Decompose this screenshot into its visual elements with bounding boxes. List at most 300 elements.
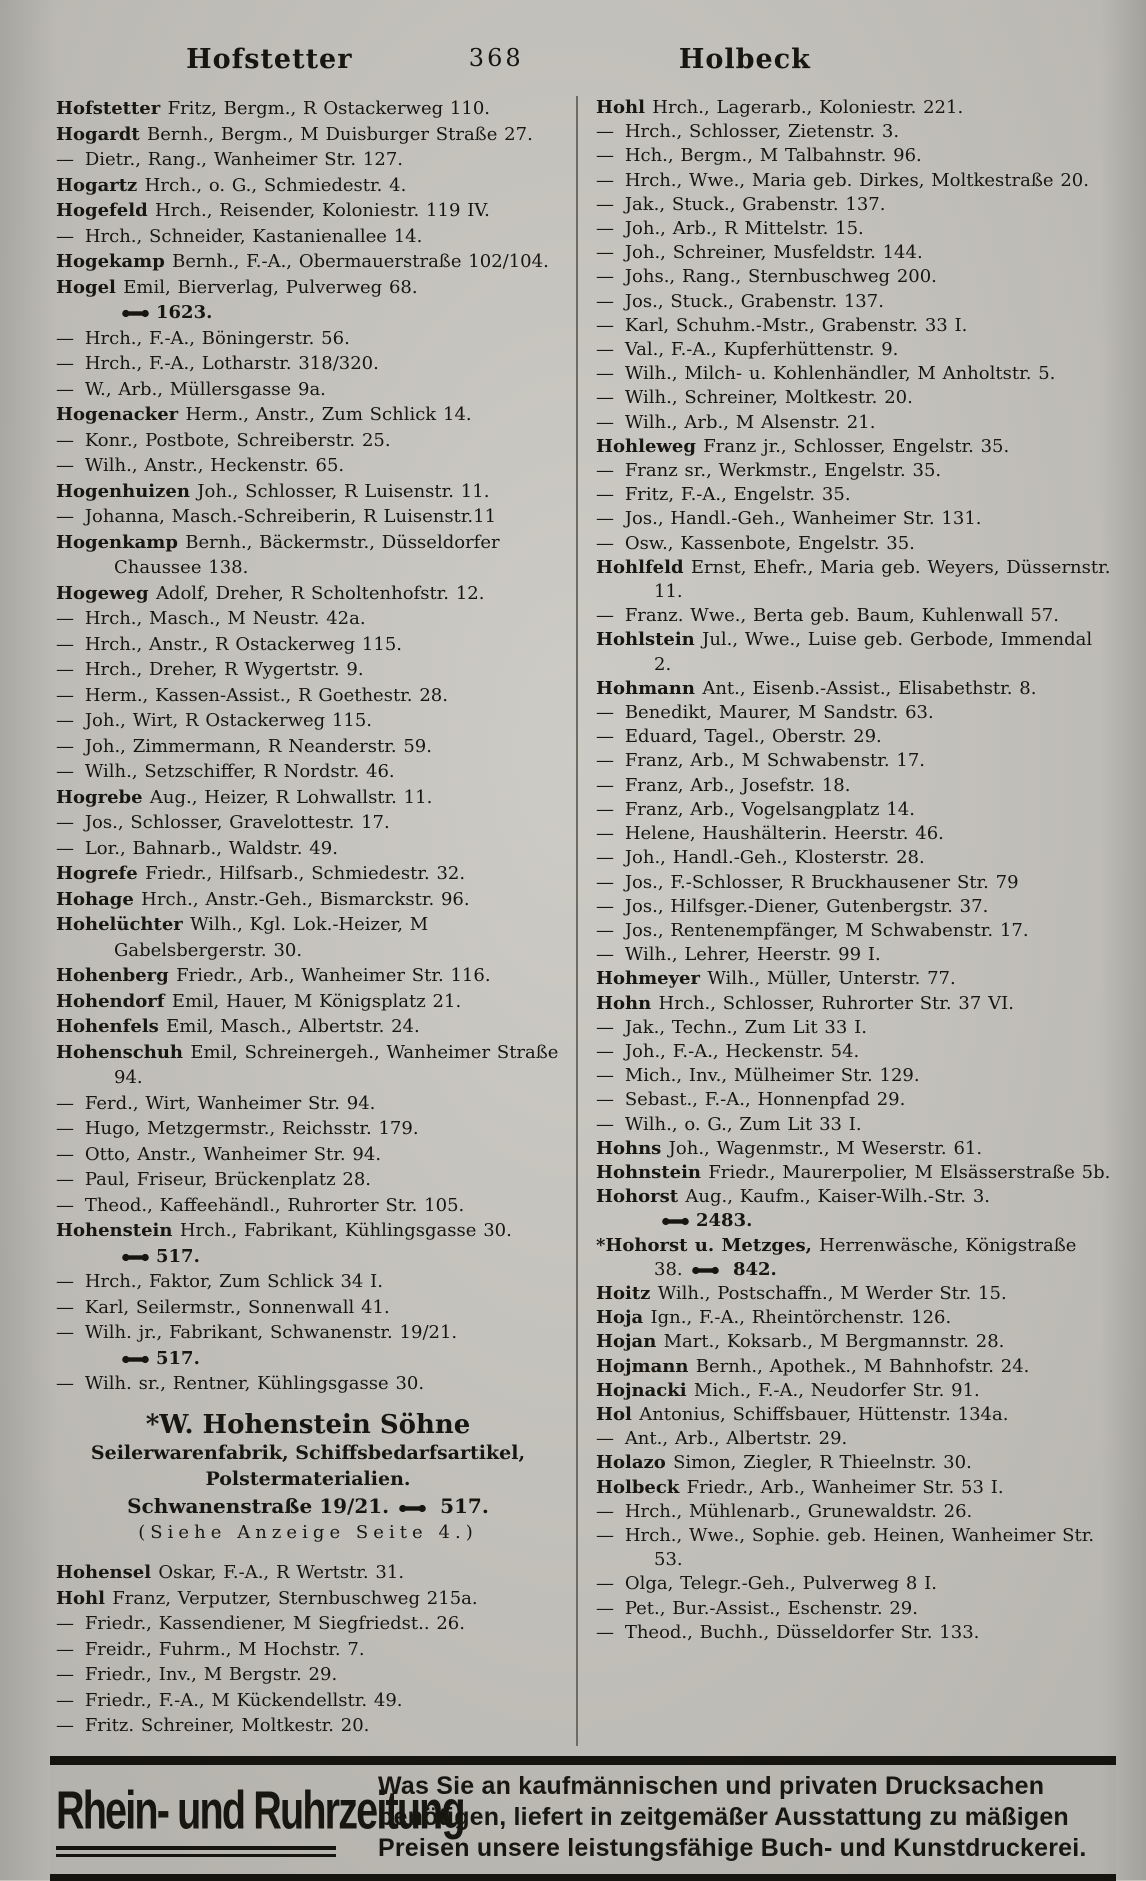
directory-entry	[56, 1295, 560, 1321]
entry-text: Friedr., Inv., M Bergstr. 29.	[84, 1664, 338, 1685]
ditto-dash: —	[56, 1143, 85, 1165]
surname: Hohenberg	[56, 965, 177, 986]
ditto-dash: —	[56, 659, 85, 680]
surname: Hohnstein	[596, 1161, 709, 1183]
ditto-dash: —	[56, 378, 85, 400]
directory-entry	[56, 912, 560, 963]
surname: Holbeck	[596, 1476, 687, 1498]
footer-advert-text: Was Sie an kaufmännischen und privaten Drucksachen benötigen, liefert in zeitgemäßer Ausstattung zu mäßigen Preisen unsere leistungsfähige Buch- und Kunstdruckerei.	[378, 1772, 1087, 1862]
ditto-dash: —	[56, 429, 85, 451]
ditto-dash: —	[596, 1524, 625, 1546]
entry-text: Freidr., Fuhrm., M Hochstr. 7.	[84, 1638, 365, 1660]
ditto-dash: —	[596, 823, 625, 845]
directory-entry	[596, 1282, 1112, 1306]
directory-entry	[596, 1234, 1112, 1282]
entry-text: Ferd., Wirt, Wanheimer Str. 94.	[84, 1092, 376, 1114]
entry-text: Franz sr., Werkmstr., Engelstr. 35.	[624, 460, 942, 482]
entry-text: Friedr., Hilfsarb., Schmiedestr. 32.	[145, 863, 466, 884]
ditto-dash: —	[596, 508, 625, 530]
surname: Hohl	[596, 97, 653, 118]
surname: *Hohorst u. Metzges,	[596, 1234, 820, 1256]
entry-text: Wilh., Schreiner, Moltkestr. 20.	[624, 387, 913, 409]
surname: Hojmann	[596, 1355, 696, 1377]
directory-entry	[56, 657, 560, 683]
entry-text: Aug., Heizer, R Lohwallstr. 11.	[149, 786, 433, 808]
entry-text: Mich., F.-A., Neudorfer Str. 91.	[693, 1379, 980, 1401]
entry-text: Jak., Stuck., Grabenstr. 137.	[624, 193, 886, 215]
ditto-dash: —	[596, 1621, 625, 1643]
ditto-dash: —	[596, 411, 625, 433]
directory-entry	[596, 967, 1112, 991]
directory-entry	[56, 377, 560, 403]
ditto-dash: —	[596, 484, 625, 506]
entry-text: Hch., Bergm., M Talbahnstr. 96.	[624, 145, 922, 167]
ditto-dash: —	[56, 353, 85, 374]
directory-entry	[56, 887, 560, 913]
surname: Hohlstein	[596, 629, 703, 651]
directory-entry	[596, 677, 1112, 701]
entry-text: Hrch., Schlosser, Ruhrorter Str. 37 VI.	[658, 992, 1014, 1014]
surname: Hogefeld	[56, 200, 156, 221]
ditto-dash: —	[596, 266, 625, 288]
directory-entry	[596, 532, 1112, 556]
directory-entry	[56, 224, 560, 250]
phone-number: 842.	[725, 1258, 777, 1280]
entry-text: Franz. Wwe., Berta geb. Baum, Kuhlenwall 57.	[624, 605, 1059, 627]
phone-line	[56, 1346, 560, 1372]
ditto-dash: —	[56, 710, 85, 731]
directory-entry	[596, 1355, 1112, 1379]
entry-text: Franz, Arb., Josefstr. 18.	[624, 774, 851, 796]
directory-entry	[596, 919, 1112, 943]
ditto-dash: —	[596, 218, 625, 240]
running-head-left: Hofstetter	[186, 44, 353, 75]
entry-text: Wilh., o. G., Zum Lit 33 I.	[624, 1113, 862, 1135]
entry-text: Joh., Handl.-Geh., Klosterstr. 28.	[624, 847, 925, 869]
entry-text: Hrch., Wwe., Maria geb. Dirkes, Moltkestraße 20.	[624, 169, 1089, 191]
phone-icon	[399, 1503, 426, 1514]
ditto-dash: —	[596, 242, 625, 264]
directory-entry	[596, 96, 1112, 120]
directory-entry	[56, 708, 560, 734]
entry-text: Jos., Hilfsger.-Diener, Gutenbergstr. 37.	[624, 895, 989, 917]
directory-entry	[596, 314, 1112, 338]
directory-entry	[56, 836, 560, 862]
entry-text: Eduard, Tagel., Oberstr. 29.	[624, 726, 882, 748]
entry-text: Karl, Schuhm.-Mstr., Grabenstr. 33 I.	[624, 314, 968, 336]
directory-entry	[596, 1088, 1112, 1112]
surname: Hogrebe	[56, 786, 150, 808]
entry-text: Hrch., Fabrikant, Kühlingsgasse 30.	[179, 1220, 512, 1241]
entry-text: Karl, Seilermstr., Sonnenwall 41.	[84, 1296, 390, 1318]
footer-brand-box	[56, 1771, 464, 1857]
directory-entry	[56, 606, 560, 632]
directory-entry	[56, 479, 560, 505]
entry-text: Johanna, Masch.-Schreiberin, R Luisenstr.11	[84, 506, 497, 527]
ditto-dash: —	[56, 1322, 85, 1343]
directory-entry	[56, 1371, 560, 1397]
entry-text: Friedr., F.-A., M Kückendellstr. 49.	[84, 1689, 403, 1711]
entry-text: Joh., F.-A., Heckenstr. 54.	[624, 1040, 860, 1062]
directory-entry	[56, 1014, 560, 1040]
directory-entry	[56, 963, 560, 989]
directory-entry	[596, 507, 1112, 531]
ditto-dash: —	[596, 121, 625, 143]
entry-text: Hrch., Schneider, Kastanienallee 14.	[84, 225, 423, 247]
entry-text: Hrch., Dreher, R Wygertstr. 9.	[84, 659, 364, 680]
inline-advert-street: Schwanenstraße 19/21.	[127, 1494, 400, 1518]
directory-entry	[596, 846, 1112, 870]
surname: Hohn	[596, 992, 659, 1014]
directory-entry	[596, 435, 1112, 459]
directory-entry	[56, 1560, 560, 1586]
surname: Hogeweg	[56, 582, 156, 604]
directory-entry	[56, 1142, 560, 1168]
footer-advert	[50, 1756, 1116, 1881]
directory-entry	[56, 1218, 560, 1244]
directory-entry	[596, 290, 1112, 314]
ditto-dash: —	[56, 761, 85, 782]
entry-text: Hrch., Anstr.-Geh., Bismarckstr. 96.	[141, 888, 470, 910]
ditto-dash: —	[56, 1169, 85, 1190]
directory-entry	[596, 386, 1112, 410]
entry-text: Val., F.-A., Kupferhüttenstr. 9.	[624, 339, 899, 361]
directory-entry	[596, 483, 1112, 507]
entry-text: Wilh., Lehrer, Heerstr. 99 I.	[624, 944, 881, 966]
inline-advert-line: Polstermaterialien.	[205, 1468, 411, 1490]
directory-entry	[56, 428, 560, 454]
ditto-dash: —	[56, 1118, 85, 1139]
entry-text: Fritz, Bergm., R Ostackerweg 110.	[167, 98, 491, 119]
directory-entry	[596, 822, 1112, 846]
ditto-dash: —	[56, 633, 85, 655]
directory-entry	[56, 96, 560, 122]
directory-entry	[596, 701, 1112, 725]
directory-entry	[596, 774, 1112, 798]
directory-entry	[56, 402, 560, 428]
ditto-dash: —	[56, 225, 85, 247]
entry-text: Franz jr., Schlosser, Engelstr. 35.	[703, 435, 1010, 457]
entry-text: Ant., Eisenb.-Assist., Elisabethstr. 8.	[702, 677, 1037, 699]
entry-text: Jos., F.-Schlosser, R Bruckhausener Str. 79	[624, 871, 1019, 893]
running-head	[0, 44, 1146, 84]
directory-entry	[596, 1330, 1112, 1354]
ditto-dash: —	[596, 1016, 625, 1038]
ditto-dash: —	[56, 608, 85, 629]
directory-entry	[56, 453, 560, 479]
directory-entry	[596, 1185, 1112, 1209]
ditto-dash: —	[596, 871, 625, 893]
entry-text: Dietr., Rang., Wanheimer Str. 127.	[84, 149, 403, 170]
entry-text: Hrch., Lagerarb., Koloniestr. 221.	[652, 97, 964, 118]
entry-text: Konr., Postbote, Schreiberstr. 25.	[84, 429, 391, 451]
entry-text: Wilh., Arb., M Alsenstr. 21.	[624, 411, 876, 433]
ditto-dash: —	[596, 726, 625, 748]
entry-text: Joh., Schlosser, R Luisenstr. 11.	[197, 480, 490, 502]
directory-entry	[56, 1662, 560, 1688]
entry-text: Antonius, Schiffsbauer, Hüttenstr. 134a.	[639, 1403, 1009, 1425]
directory-entry	[56, 785, 560, 811]
directory-entry	[596, 895, 1112, 919]
ditto-dash: —	[596, 339, 625, 361]
surname: Hohl	[56, 1587, 113, 1609]
entry-text: Hugo, Metzgermstr., Reichsstr. 179.	[84, 1118, 419, 1139]
ditto-dash: —	[596, 363, 625, 385]
directory-entry	[596, 265, 1112, 289]
phone-number: 1623.	[156, 302, 213, 323]
directory-entry	[596, 1306, 1112, 1330]
surname: Hohensel	[56, 1562, 159, 1583]
surname: Hohns	[596, 1137, 669, 1159]
directory-entry	[56, 1637, 560, 1663]
entry-text: Aug., Kaufm., Kaiser-Wilh.-Str. 3.	[685, 1186, 991, 1208]
ditto-dash: —	[56, 1373, 85, 1394]
phone-number: 2483.	[696, 1210, 753, 1232]
ditto-dash: —	[596, 605, 625, 627]
entry-text: Franz, Arb., Vogelsangplatz 14.	[624, 798, 915, 820]
ditto-dash: —	[596, 1597, 625, 1619]
surname: Hogardt	[56, 123, 147, 145]
entry-text: Wilh., Postschaffn., M Werder Str. 15.	[657, 1282, 1007, 1304]
directory-entry	[596, 459, 1112, 483]
phone-icon	[662, 1216, 689, 1227]
surname: Hojan	[596, 1331, 664, 1353]
ditto-dash: —	[56, 1092, 85, 1114]
ditto-dash: —	[596, 944, 625, 966]
directory-entry	[596, 1040, 1112, 1064]
directory-entry	[596, 1524, 1112, 1572]
entry-text: Ign., F.-A., Rheintörchenstr. 126.	[650, 1307, 952, 1329]
entry-text: Sebast., F.-A., Honnenpfad 29.	[624, 1089, 906, 1111]
ditto-dash: —	[596, 1113, 625, 1135]
entry-text: Jos., Schlosser, Gravelottestr. 17.	[84, 812, 390, 833]
surname: Hohendorf	[56, 990, 172, 1012]
directory-entry	[596, 120, 1112, 144]
directory-entry	[596, 1500, 1112, 1524]
directory-entry	[56, 1167, 560, 1193]
directory-entry	[56, 734, 560, 760]
entry-text: Franz, Arb., M Schwabenstr. 17.	[624, 750, 925, 772]
ditto-dash: —	[596, 169, 625, 191]
entry-text: Simon, Ziegler, R Thieelnstr. 30.	[673, 1452, 972, 1474]
directory-entry	[596, 338, 1112, 362]
ditto-dash: —	[56, 1664, 85, 1685]
entry-text: Adolf, Dreher, R Scholtenhofstr. 12.	[155, 582, 485, 604]
entry-text: Hrch., Reisender, Koloniestr. 119 IV.	[155, 200, 490, 221]
directory-entry	[596, 1476, 1112, 1500]
surname: Hohlfeld	[596, 556, 691, 578]
ditto-dash: —	[596, 460, 625, 482]
entry-text: Emil, Bierverlag, Pulverweg 68.	[123, 276, 418, 298]
entry-text: Bernh., Bergm., M Duisburger Straße 27.	[147, 123, 533, 145]
surname: Hofstetter	[56, 98, 168, 119]
ditto-dash: —	[56, 506, 85, 527]
entry-text: Joh., Arb., R Mittelstr. 15.	[624, 218, 864, 240]
directory-entry	[596, 193, 1112, 217]
ditto-dash: —	[56, 1638, 85, 1660]
entry-text: Wilh. jr., Fabrikant, Schwanenstr. 19/21.	[84, 1322, 458, 1343]
directory-entry	[56, 275, 560, 301]
directory-entry	[56, 173, 560, 199]
directory-entry	[56, 810, 560, 836]
directory-entry	[596, 992, 1112, 1016]
ditto-dash: —	[596, 895, 625, 917]
entry-text: Hrch., Wwe., Sophie. geb. Heinen, Wanheimer Str. 53.	[624, 1524, 1095, 1571]
ditto-dash: —	[596, 1089, 625, 1111]
directory-entry	[56, 504, 560, 530]
directory-entry	[596, 725, 1112, 749]
entry-text: Wilh., Anstr., Heckenstr. 65.	[84, 455, 345, 476]
surname: Hoja	[596, 1307, 651, 1329]
entry-text: Jak., Techn., Zum Lit 33 I.	[624, 1016, 867, 1038]
directory-entry	[56, 351, 560, 377]
column-left	[56, 96, 576, 1746]
ditto-dash: —	[56, 1296, 85, 1318]
entry-text: Bernh., Bäckermstr., Düsseldorfer Chaussee 138.	[114, 531, 500, 578]
surname: Hogenacker	[56, 404, 186, 425]
ditto-dash: —	[56, 1689, 85, 1711]
entry-text: Friedr., Arb., Wanheimer Str. 53 I.	[686, 1476, 1004, 1498]
directory-entry	[56, 683, 560, 709]
ditto-dash: —	[596, 750, 625, 772]
surname: Hoitz	[596, 1282, 658, 1304]
entry-text: Hrch., Masch., M Neustr. 42a.	[84, 608, 366, 629]
ditto-dash: —	[596, 145, 625, 167]
entry-text: Friedr., Arb., Wanheimer Str. 116.	[176, 965, 491, 986]
ditto-dash: —	[596, 1040, 625, 1062]
footer-brand: Rhein- und Ruhrzeitung	[56, 1781, 464, 1841]
entry-text: Fritz. Schreiner, Moltkestr. 20.	[84, 1715, 370, 1736]
phone-number: 517.	[433, 1494, 489, 1518]
ditto-dash: —	[596, 774, 625, 796]
entry-text: Wilh., Müller, Unterstr. 77.	[707, 968, 956, 990]
surname: Hohmann	[596, 677, 703, 699]
directory-entry	[596, 1597, 1112, 1621]
entry-text: Mich., Inv., Mülheimer Str. 129.	[624, 1065, 920, 1087]
entry-text: Bernh., Apothek., M Bahnhofstr. 24.	[695, 1355, 1030, 1377]
surname: Hohage	[56, 888, 142, 910]
ditto-dash: —	[596, 1428, 625, 1450]
entry-text: Joh., Schreiner, Musfeldstr. 144.	[624, 242, 923, 264]
inline-advert-note: (Siehe Anzeige Seite 4.)	[138, 1522, 478, 1543]
entry-text: Hrch., o. G., Schmiedestr. 4.	[144, 174, 407, 196]
directory-entry	[56, 1586, 560, 1612]
entry-text: Olga, Telegr.-Geh., Pulverweg 8 I.	[624, 1573, 937, 1595]
entry-text: Fritz, F.-A., Engelstr. 35.	[624, 484, 851, 506]
surname: Hohelüchter	[56, 914, 191, 935]
surname: Hohmeyer	[596, 968, 708, 990]
directory-entry	[56, 1091, 560, 1117]
surname: Hojnacki	[596, 1379, 694, 1401]
entry-text: Wilh., Kgl. Lok.-Heizer, M Gabelsbergerstr. 30.	[114, 914, 429, 961]
ditto-dash: —	[596, 193, 625, 215]
ditto-dash: —	[56, 455, 85, 476]
directory-entry	[596, 798, 1112, 822]
entry-text: Emil, Schreinergeh., Wanheimer Straße 94.	[114, 1041, 559, 1088]
ditto-dash: —	[596, 1065, 625, 1087]
ditto-dash: —	[56, 837, 85, 859]
directory-entry	[56, 326, 560, 352]
surname: Hogenhuizen	[56, 480, 198, 502]
entry-text: Emil, Hauer, M Königsplatz 21.	[171, 990, 462, 1012]
entry-text: Friedr., Kassendiener, M Siegfriedst.. 26.	[84, 1613, 465, 1634]
entry-text: Otto, Anstr., Wanheimer Str. 94.	[84, 1143, 382, 1165]
directory-entry	[56, 1320, 560, 1346]
entry-text: Benedikt, Maurer, M Sandstr. 63.	[624, 702, 934, 724]
footer-brand-underline	[56, 1846, 336, 1857]
directory-entry	[56, 1688, 560, 1714]
directory-entry	[596, 1016, 1112, 1040]
entry-text: Joh., Wirt, R Ostackerweg 115.	[84, 710, 373, 731]
directory-entry	[596, 411, 1112, 435]
entry-text: Pet., Bur.-Assist., Eschenstr. 29.	[624, 1597, 918, 1619]
entry-text: Hrch., F.-A., Böningerstr. 56.	[84, 327, 350, 349]
entry-text: Hrch., Anstr., R Ostackerweg 115.	[84, 633, 402, 655]
entry-text: Theod., Buchh., Düsseldorfer Str. 133.	[624, 1621, 980, 1643]
entry-text: Hrch., Schlosser, Zietenstr. 3.	[624, 121, 900, 143]
phone-number: 517.	[156, 1245, 200, 1267]
entry-text: Jul., Wwe., Luise geb. Gerbode, Immendal 2.	[654, 629, 1093, 675]
ditto-dash: —	[56, 1613, 85, 1634]
directory-entry	[56, 581, 560, 607]
running-head-right: Holbeck	[678, 44, 811, 75]
directory-entry	[56, 249, 560, 275]
entry-text: Ant., Arb., Albertstr. 29.	[624, 1428, 848, 1450]
directory-entry	[596, 749, 1112, 773]
surname: Hogel	[56, 276, 124, 298]
phone-line	[56, 300, 560, 326]
directory-entry	[596, 144, 1112, 168]
entry-text: Wilh., Setzschiffer, R Nordstr. 46.	[84, 761, 395, 782]
entry-text: Mart., Koksarb., M Bergmannstr. 28.	[663, 1331, 1005, 1353]
ditto-dash: —	[56, 1715, 85, 1736]
ditto-dash: —	[596, 847, 625, 869]
phone-line	[596, 1209, 1112, 1233]
ditto-dash: —	[596, 387, 625, 409]
directory-entry	[596, 169, 1112, 193]
entry-text: Friedr., Maurerpolier, M Elsässerstraße 5b.	[708, 1161, 1111, 1183]
entry-text: Hrch., Faktor, Zum Schlick 34 I.	[84, 1271, 383, 1292]
directory-entry	[596, 943, 1112, 967]
surname: Hohorst	[596, 1186, 686, 1208]
entry-text: W., Arb., Müllersgasse 9a.	[84, 378, 326, 400]
directory-entry	[596, 1621, 1112, 1645]
phone-line	[56, 1244, 560, 1270]
entry-text: Johs., Rang., Sternbuschweg 200.	[624, 266, 937, 288]
entry-text: Emil, Masch., Albertstr. 24.	[166, 1016, 420, 1037]
ditto-dash: —	[596, 919, 625, 941]
ditto-dash: —	[56, 1271, 85, 1292]
entry-text: Franz, Verputzer, Sternbuschweg 215a.	[112, 1587, 478, 1609]
directory-entry	[56, 530, 560, 581]
entry-text: Wilh., Milch- u. Kohlenhändler, M Anholtstr. 5.	[624, 363, 1056, 385]
column-right	[576, 96, 1112, 1746]
inline-advert-line: Seilerwarenfabrik, Schiffsbedarfsartikel,	[90, 1442, 526, 1464]
ditto-dash: —	[596, 314, 625, 336]
directory-entry	[596, 1161, 1112, 1185]
entry-text: Osw., Kassenbote, Engelstr. 35.	[624, 532, 915, 554]
surname: Hohenfels	[56, 1016, 167, 1037]
directory-entry	[56, 759, 560, 785]
surname: Hol	[596, 1403, 640, 1425]
entry-text: Herrenwäsche, Königstraße 38.	[654, 1234, 1077, 1280]
ditto-dash: —	[56, 1194, 85, 1216]
entry-text: Paul, Friseur, Brückenplatz 28.	[84, 1169, 372, 1190]
directory-entry	[596, 1403, 1112, 1427]
ditto-dash: —	[56, 812, 85, 833]
entry-text: Joh., Wagenmstr., M Weserstr. 61.	[668, 1137, 983, 1159]
directory-entry	[56, 122, 560, 148]
